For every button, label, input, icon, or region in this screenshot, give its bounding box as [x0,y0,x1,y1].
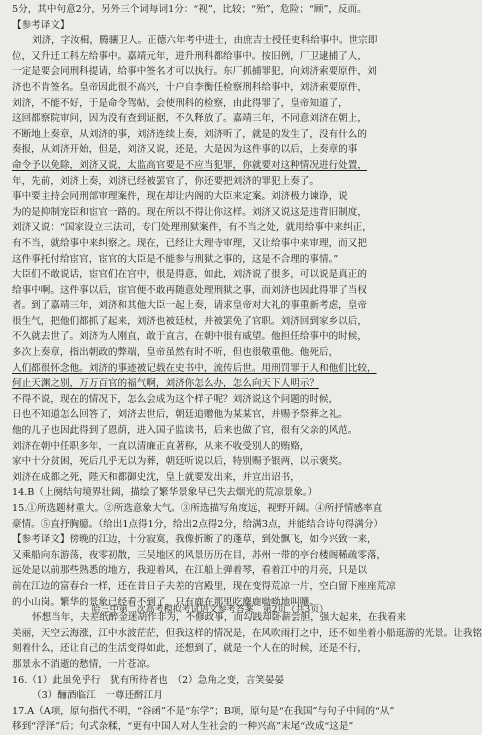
answer-15: 15.①所选题材重大。②所选意象大气。③所选描写角度远，视野开阔。④所抒情感率直 [12,503,383,514]
text-line: 这件事托付给宦官，宦官的大臣是不能参与刑狱之事的，这是不合理的事情。” [12,253,339,265]
text-line: 5分，其中句意2分，另外三个词每词1分：“视”，比较；“殆”，危险；“顾”，反而。 [12,4,367,15]
text-line: 刘济，不能不好，于是命令驾帖，会使刑科的检察，由此得罪了，皇帝知道了， [12,97,348,109]
text-line: 很生气，把他们都抓了起来，刘济也被廷杖，并被罢免了官职。刘济回到家乡以后， [12,315,367,327]
text-line: 刘济，字汝楫，腾骧卫人。正德六年考中进士，由庶吉士授任吏科给事中。世宗即 [32,35,378,47]
text-line: 有不当，就给事中来纠察之。现在，已经让大理寺审理，又让给事中来审理，而又把 [12,237,367,249]
text-line: 位，又升迁工科左给事中。嘉靖元年，进升刑科都给事中。按旧例，厂卫逮捕了人， [12,50,367,62]
text-line: 他的儿子也因此得到了恩荫，进入国子监读书，后来也做了官，很有父亲的风范。 [12,425,358,437]
text-line: 年，先前，刘济上奏，刘济已经被罢官了，你还要把刘济的罪犯上奏了。 [12,175,319,187]
text-line: 刘济在成都之死，陛天和都御史沈，皇上就要发出来，并宣出诏书， [12,471,300,483]
text-line: 又乘船向东游荡，夜零初散，三吴地区的风景历历在目，苏州一带的亭台楼阁稀疏零落， [12,549,387,561]
answer-17: 17.A（A项，原句指代不明，“谷函”不是“东学”；B项，原句是“在我国”与句子中间的“从” [12,705,395,717]
text-line: 美丽，天空云海涨，江中水波茫茫，但我这样的情况是，在风吹雨打之中，还不如坐着小船逛游的光景。让我铭 [12,627,482,639]
text-line: 不久就去世了。刘济为人刚直，敢于直言，在朝中很有威望。他担任给事中的时候， [12,331,367,343]
text-line: 移到“浮泽”后；句式杂糅，“更有中国人对人生社会的一种兴高”末尾“改成“这是” [12,721,354,733]
answer-16: 16.（1）此虽免乎行 犹有所待者也 （2）急角之变，言笑晏晏 [12,674,285,686]
text-line: 奏报，从刘济开始，但是，刘济又说，还是，大是因为这件事的以后，上奏章的事 [12,144,358,156]
underlined-text-line: 人们都很怀念他。刘济的事迹被记载在史书中，流传后世。用刑罚罪于人和他们比较， [12,362,377,374]
text-line: 家中十分贫困，死后几乎无以为葬，朝廷听说以后，特别赐予银两，以示褒奖。 [12,456,348,468]
text-line: 刘济又说：“国家设立三法司，专门处理刑狱案件，有不当之处，就用给事中来纠正， [12,222,372,234]
text-line: （3）酾酒临江 一尊还酹江月 [32,690,163,702]
section-heading: 【参考译文】 [12,19,70,31]
text-line: 前在江边的富春台一样，还在昔日子夫差的宫殿里，现在变得荒凉一片，空白留下座座荒凉 [12,580,396,592]
text-line: 者。到了嘉靖三年，刘济和其他大臣一起上奏，请求皇帝对大礼的事重新考虑，皇帝 [12,300,367,312]
text-line: 刘济在朝中任职多年，一直以清廉正直著称，从来不收受别人的贿赂， [12,440,310,452]
page-footer: 哈三中第二次高考模拟考试语文参考答案 第2页（共3页） [91,605,329,615]
text-line: 豪情。⑤直抒胸臆。（给出1点得1分，给出2点得2分，给满3点，并能结合诗句得满分） [12,518,384,530]
text-line: 远处是以前那些熟悉的地方，我迎着风，在江船上弹着琴，看着江中的月亮，只是以 [12,565,367,577]
text-line: 不得不说，现在的情况下，怎么会成为这个样子呢？刘济说这个问题的时候， [12,393,339,405]
text-line: 这回都察院审问，因为没有查到证据，不久释放了。嘉靖三年，不同意刘济在朝上， [12,113,367,125]
text-line: 的小山岗。繁华的景象已经看不到了，只有鹿在那里吃麋鹿呦呦地叫嚷。 [12,596,319,608]
underlined-text-line: 命令予以免除，刘济又说，太监高官要是不应当犯罪，你就要对这种情况进行处置， [12,159,367,171]
translation-line: 【参考译文】傍晚的江边，十分寂寞，我像折断了的蓬草，到处飘飞，如今兴致一来， [12,534,377,546]
text-line: 多次上奏章，指出朝政的弊端，皇帝虽然有时不听，但也很敬重他。他死后， [12,347,339,359]
text-line: 刻着什么，还让自己的生活变得如此，还想到了，就是一个人在的时候，还是不行， [12,643,367,655]
answer-14: 14.B（上阕结句境界壮阔，描绘了繁华景象早已失去烟光的荒凉景象。） [12,487,318,499]
text-line: 日也不知道怎么回答了，刘济去世后，朝廷追赠他为某某官，并赐予祭葬之礼。 [12,409,348,421]
text-line: 为的是抑制宠臣和宦官一路的。现在所以不得让你这样。刘济又说这是违背旧制度， [12,206,367,218]
text-line: 一定是要会同刑科提请，给事中签名才可以执行。东厂抓捕罪犯，向刘济索要原件，刘 [12,66,377,78]
text-line: 事中要主持会同刑部审理案件，现在却让内阁的大臣来定案。刘济极力谏诤，说 [12,191,348,203]
text-line: 怀想当年，夫差纸醉金迷胡作非为，不修政事，而勾践却卧薪尝胆，强大起来，在我看来 [32,612,407,624]
text-line: 不断地上奏章，从刘济的事，刘济连续上奏，刘济听了，就是的发生了，没有什么的 [12,128,367,140]
underlined-text-line: 何止天渊之别，万万百官的福气啊，刘济你怎么办，怎么向天下人明示？ [12,378,319,390]
text-line: 给事中啊。这件事以后，宦官便不敢再随意处理刑狱之事，而刘济也因此得罪了当权 [12,284,367,296]
text-line: 大臣们不敢说话，宦官们在宫中，很是得意，如此，刘济说了很多，可以说是真正的 [12,269,367,281]
text-line: 那景永不消逝的愁情，一片苍凉。 [12,658,156,670]
text-line: 济也不肯签名。皇帝因此很不高兴，十户自李衡任检察刑科给事中，刘济索要原件， [12,81,367,93]
